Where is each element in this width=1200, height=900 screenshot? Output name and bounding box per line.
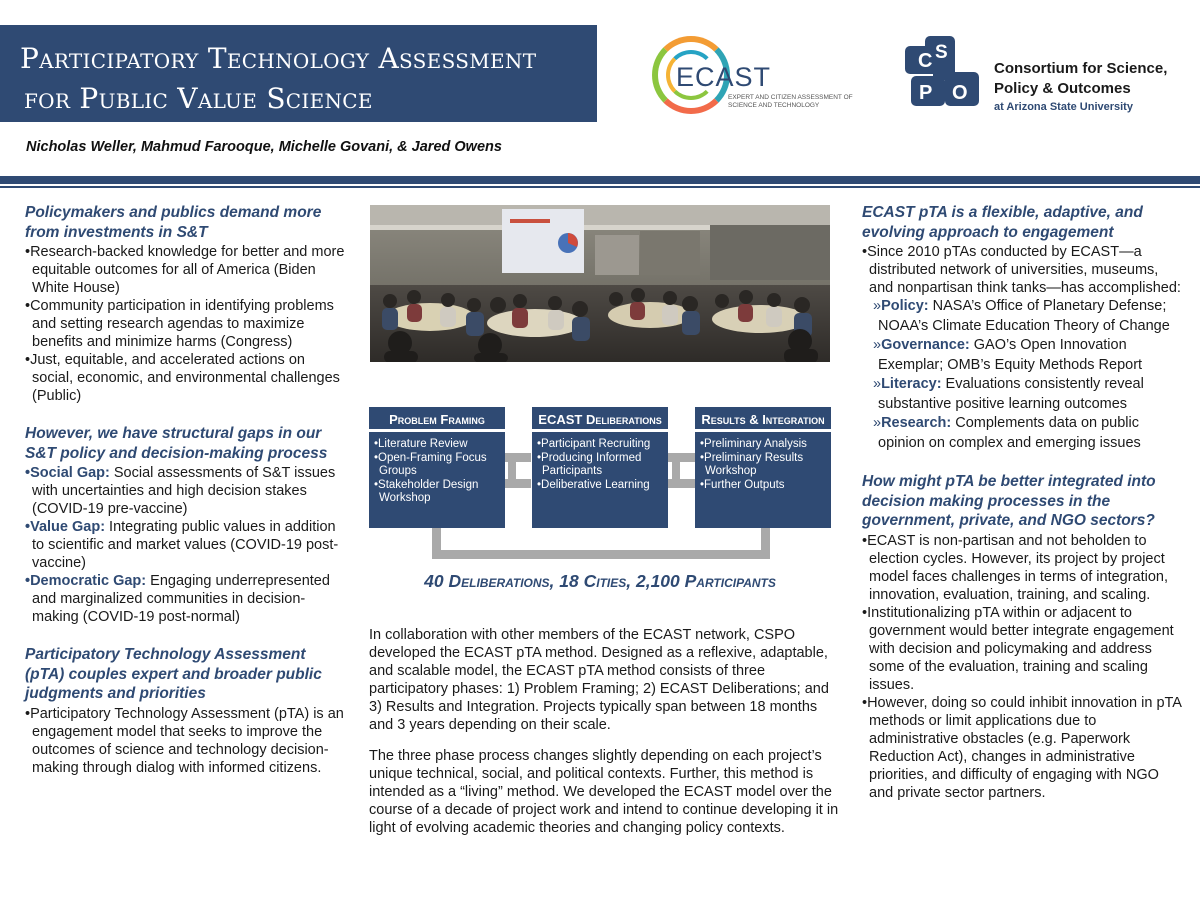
header-divider [0,176,1200,184]
phase-problem-framing [369,407,505,528]
bullet-value-gap [25,518,347,572]
phase-item: •Preliminary Analysis [700,438,807,450]
chevron-right-icon: » [873,415,882,431]
bullet-item: •Since 2010 pTAs conducted by ECAST—a distributed network of universities, museums, and nonpartisan think tanks—has accomplished: [862,244,1181,296]
cspo-university: at Arizona State University [994,101,1133,113]
section-heading-flexible: ECAST pTA is a flexible, adaptive, and evolving approach to engagement [862,204,1143,241]
phase-item: •Stakeholder Design Workshop [374,478,479,505]
phase-item: •Open-Framing Focus Groups [374,451,487,478]
accomplishment-governance [865,336,1182,375]
method-paragraph-2: The three phase process changes slightly depending on each project’s unique technical, social, and political contexts. Further, this method is intended as a “living” method. We developed the ECAST model over the course of a decade of project work and intend to continue developing it in light of evolving academic theories and changing policy contexts. [369,748,839,836]
accomplishment-key: Policy: [881,298,929,314]
accomplishment-research [865,414,1182,453]
accomplishment-key: Literacy: [881,376,942,392]
section-heading-integration: How might pTA be better integrated into decision making processes in the government, private, and NGO sectors? [862,473,1156,529]
phase-title: ECAST Deliberations [532,407,668,432]
accomplishment-key: Governance: [881,337,970,353]
accomplishment-text: NASA’s Office of Planetary Defense; NOAA’s Climate Education Theory of Change [878,298,1170,334]
bullet-social-gap [25,464,347,518]
cspo-logo-text [994,59,1167,115]
header-divider-thin [0,186,1200,188]
phase-title: Results & Integration [695,407,831,432]
bullet-item: •ECAST is non-partisan and not beholden to election cycles. However, its project by project model faces challenges in terms of integration, innovation, evaluation, training, and scaling. [862,532,1169,603]
chevron-right-icon: » [873,298,882,314]
right-column [862,203,1182,802]
accomplishment-key: Research: [881,415,952,431]
chevron-right-icon: » [873,376,882,392]
phase-item: •Participant Recruiting [537,438,651,450]
section-heading-demand: Policymakers and publics demand more from investments in S&T [25,204,322,241]
bullet-text: Engaging underrepresented and marginalized communities in decision-making (COVID-19 post-normal) [32,573,330,625]
phase-title: Problem Framing [369,407,505,432]
deliberation-event-photo [370,205,830,362]
method-paragraph-1: In collaboration with other members of the ECAST network, CSPO developed the ECAST pTA method. Designed as a reflexive, adaptable, and scalable model, the ECAST pTA method consists of three participatory phases: 1) Problem Framing; 2) ECAST Deliberations; and 3) Results and Integration. Projects typically span between 18 months and 3 years depending on their scale. [369,627,829,733]
bullet-item: •Participatory Technology Assessment (pTA) is an engagement model that seeks to improve the outcomes of science and technology decision-making through dialog with informed citizens. [25,705,344,776]
poster-title-banner [0,25,597,122]
poster-title-line-1: Participatory Technology Assessment [20,42,537,75]
feedback-loop-pipe [432,550,770,559]
bullet-item: •Research-backed knowledge for better and more equitable outcomes for all of America (Biden White House) [25,244,345,296]
bullet-item: •Institutionalizing pTA within or adjacent to government would better integrate engagement with decision and policymaking and address some of the evaluation, training and scaling issues. [862,604,1174,693]
bullet-item: •Just, equitable, and accelerated actions on social, economic, and environmental challenges (Public) [25,352,340,404]
phase-ecast-deliberations [532,407,668,528]
cspo-name-line-2: Policy & Outcomes [994,80,1131,97]
svg-text:O: O [952,82,968,104]
left-column [25,203,347,777]
bullet-democratic-gap [25,572,347,626]
svg-text:C: C [918,50,933,72]
phase-item: •Producing Informed Participants [537,451,642,478]
section-heading-pta: Participatory Technology Assessment (pTA) couples expert and broader public judgments and priorities [25,646,322,702]
cspo-name-line-1: Consortium for Science, [994,60,1168,77]
accomplishment-text: GAO’s Open Innovation Exemplar; OMB’s Equity Methods Report [878,337,1143,373]
poster-title-line-2: for Public Value Science [24,82,373,115]
phase-item: •Literature Review [374,438,468,450]
pta-phase-flow-diagram [369,407,831,567]
ecast-logo [648,32,858,116]
section-heading-gaps: However, we have structural gaps in our S&T policy and decision-making process [25,425,328,462]
phase-item: •Further Outputs [700,478,785,491]
svg-text:S: S [935,42,948,63]
bullet-text: Integrating public values in addition to scientific and market values (COVID-19 post-vaccine) [32,519,339,571]
phase-item: •Deliberative Learning [537,478,650,491]
bullet-item: •Community participation in identifying problems and setting research agendas to maximize benefits and minimize harms (Congress) [25,298,334,350]
authors: Nicholas Weller, Mahmud Farooque, Michelle Govani, & Jared Owens [26,139,502,155]
cspo-logo-mark [905,36,981,110]
bullet-item: •However, doing so could inhibit innovation in pTA methods or limit applications due to administrative obstacles (e.g. Paperwork Reduction Act), changes in administrative priorities, and difficulty of engaging with NGO and private sector partners. [862,694,1182,801]
accomplishment-literacy [865,375,1182,414]
phase-item: •Preliminary Results Workshop [700,451,804,478]
connector-pipe [508,453,516,488]
accomplishment-text: Evaluations consistently reveal substantive positive learning outcomes [878,376,1144,412]
connector-pipe [672,453,680,488]
accomplishment-text: Complements data on public opinion on complex and emerging issues [878,415,1141,451]
bullet-key: •Value Gap: [25,519,106,535]
chevron-right-icon: » [873,337,882,353]
phase-results-integration [695,407,831,528]
bullet-text: Social assessments of S&T issues with uncertainties and high decision stakes (COVID-19 pre-vaccine) [32,465,336,517]
ecast-logo-subtitle: EXPERT AND CITIZEN ASSESSMENT OF SCIENCE AND TECHNOLOGY [728,94,853,109]
ecast-logo-wordmark: ECAST [676,62,772,92]
participation-summary: 40 Deliberations, 18 Cities, 2,100 Participants [424,571,776,591]
accomplishment-policy [865,297,1182,336]
svg-text:P: P [919,82,933,104]
bullet-key: •Democratic Gap: [25,573,147,589]
bullet-key: •Social Gap: [25,465,110,481]
